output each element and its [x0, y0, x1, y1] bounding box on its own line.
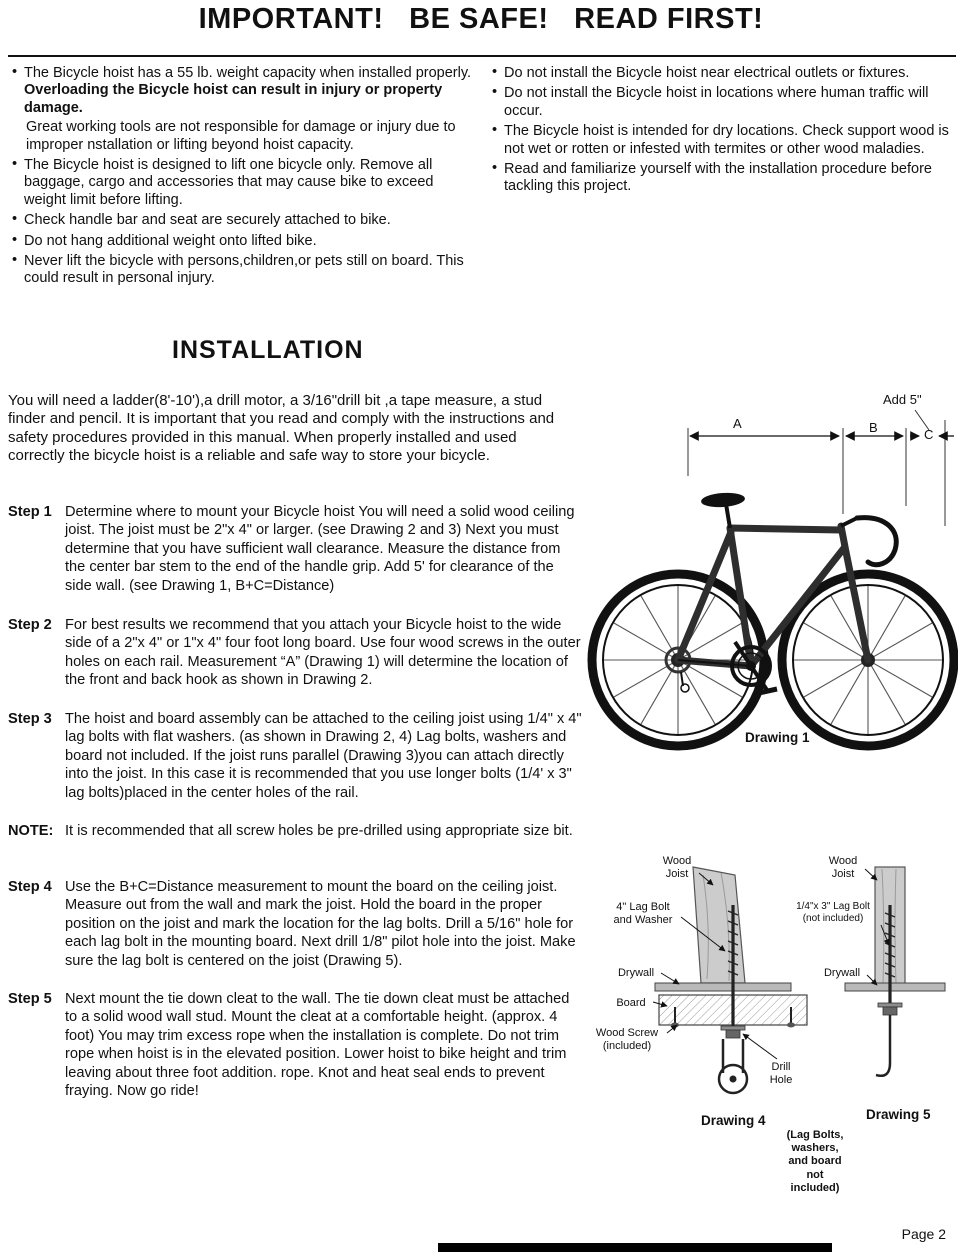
- step-row: [8, 990, 582, 1100]
- step-text: The hoist and board assembly can be attached to the ceiling joist using 1/4" x 4" lag bolts with flat washers. (as shown in Drawing 2, 4) Lag bolts, washers and board not included. If the joist runs parallel (Drawing 3)you can attach directly into the joist. In this case it is recommended that you use longer bolts (1/4' x 3" lag bolts)placed in the center holes of the rail.: [65, 711, 582, 801]
- scan-artifact-bar: [438, 1243, 832, 1252]
- step-row: [8, 710, 582, 802]
- step-row: [8, 503, 582, 595]
- step-text: Use the B+C=Distance measurement to mount the board on the ceiling joist. Measure out from the wall and mark the joist. Hold the board in the proper position on the joist and mark the location for the lag bolts. Drill a 5/16" hole for each lag bolt in the mounting board. Next drill 1/8" pilot hole into the joist. Make sure the lag bolt is centered on the joist (Drawing 5).: [65, 879, 576, 969]
- label-wood-screw-4: Wood Screw (included): [595, 1027, 659, 1052]
- safety-bullet: • The Bicycle hoist is designed to lift one bicycle only. Remove all baggage, cargo and accessories that may cause bike to exceed weight limit before lifting.: [10, 157, 474, 209]
- title-divider: [8, 55, 956, 57]
- installation-heading: INSTALLATION: [172, 336, 364, 364]
- step-label: Step 2: [8, 617, 52, 633]
- safety-bullet: • Check handle bar and seat are securely attached to bike.: [10, 212, 474, 229]
- label-wood-joist-5: Wood Joist: [828, 855, 858, 880]
- label-drill-hole-4: Drill Hole: [769, 1061, 793, 1086]
- drawing5-caption: Drawing 5: [866, 1107, 931, 1122]
- installation-intro: You will need a ladder(8'-10'),a drill motor, a 3/16"drill bit ,a tape measure, a stud finder and pencil. It is important that you read and comply with the instructions and safety procedures provided in this manual. When properly installed and used correctly the bicycle hoist is a reliable and safe way to store your bicycle.: [8, 392, 555, 464]
- label-drywall-5: Drywall: [823, 967, 861, 979]
- safety-right-column: [490, 65, 954, 291]
- figure-drawing1: [583, 388, 958, 760]
- step-text: For best results we recommend that you attach your Bicycle hoist to the wide side of a 2"x 4" or 1"x 4" four foot long board. Use four wood screws in the outer holes on each rail. Measurement “A” (Drawing 1) will determine the location of the front and back hook as shown in Drawing 2.: [65, 617, 581, 689]
- page-number: Page 2: [901, 1226, 946, 1242]
- dim-label-a: A: [733, 416, 742, 431]
- safety-bullet: • Do not install the Bicycle hoist near electrical outlets or fixtures.: [490, 65, 954, 82]
- safety-section: [10, 65, 954, 291]
- safety-bullet: • Never lift the bicycle with persons,children,or pets still on board. This could result in personal injury.: [10, 253, 474, 288]
- note-text: It is recommended that all screw holes be pre-drilled using appropriate size bit.: [65, 823, 573, 839]
- safety-bullet: [10, 65, 474, 154]
- step-label: Step 3: [8, 711, 52, 727]
- step-text: Determine where to mount your Bicycle hoist You will need a solid wood ceiling joist. The joist must be 2"x 4" or larger. (see Drawing 2 and 3) Next you must determine that you have sufficient wall clearance. Measure the distance from the center bar stem to the end of the handle grip. Add 5' for clearance of the side wall. (see Drawing 1, B+C=Distance): [65, 504, 575, 594]
- drawing1-caption: Drawing 1: [745, 730, 810, 745]
- drawing4-note: (Lag Bolts, washers, and board not included): [786, 1129, 844, 1194]
- label-lag-bolt-4: 4" Lag Bolt and Washer: [613, 901, 673, 926]
- add5-label: Add 5": [883, 392, 922, 407]
- note-label: NOTE:: [8, 823, 54, 839]
- safety-left-column: [10, 65, 474, 291]
- step-row: [8, 616, 582, 690]
- label-board-4: Board: [616, 997, 646, 1009]
- step-label: Step 1: [8, 504, 52, 520]
- step-row: [8, 878, 582, 970]
- bullet-text: The Bicycle hoist has a 55 lb. weight capacity when installed properly.: [24, 65, 472, 81]
- bullet-subnote: Great working tools are not responsible for damage or injury due to improper nstallation or lifting beyond hoist capacity.: [26, 119, 456, 153]
- page-title: IMPORTANT! BE SAFE! READ FIRST!: [198, 3, 764, 35]
- dim-label-c: C: [924, 427, 934, 442]
- drawing4-caption: Drawing 4: [701, 1113, 766, 1128]
- dim-label-b: B: [869, 420, 878, 435]
- bullet-bold-text: Overloading the Bicycle hoist can result in injury or property damage.: [24, 82, 443, 116]
- safety-bullet: • The Bicycle hoist is intended for dry locations. Check support wood is not wet or rotten or infested with termites or other wood maladies.: [490, 123, 954, 158]
- safety-bullet: • Do not hang additional weight onto lifted bike.: [10, 233, 474, 250]
- label-drywall-4: Drywall: [617, 967, 655, 979]
- label-wood-joist-4: Wood Joist: [662, 855, 692, 880]
- figure-drawings-4-5: [583, 855, 958, 1200]
- bicycle-illustration: [583, 388, 958, 760]
- step-label: Step 5: [8, 991, 52, 1007]
- label-lag-bolt-5: 1/4"x 3" Lag Bolt (not included): [796, 901, 870, 924]
- note-row: [8, 822, 582, 840]
- safety-bullet: • Do not install the Bicycle hoist in locations where human traffic will occur.: [490, 85, 954, 120]
- step-text: Next mount the tie down cleat to the wall. The tie down cleat must be attached to a solid wood wall stud. Mount the cleat at a comfortable height. (approx. 4 foot) You may trim excess rope when the installation is complete. Do not trim rope when hoist is in the elevated position. Lower hoist to bike height and trim leaving about three foot addition. rope. Knot and heat seal ends to prevent fraying. Now go ride!: [65, 991, 570, 1099]
- step-label: Step 4: [8, 879, 52, 895]
- safety-bullet: • Read and familiarize yourself with the installation procedure before tackling this project.: [490, 161, 954, 196]
